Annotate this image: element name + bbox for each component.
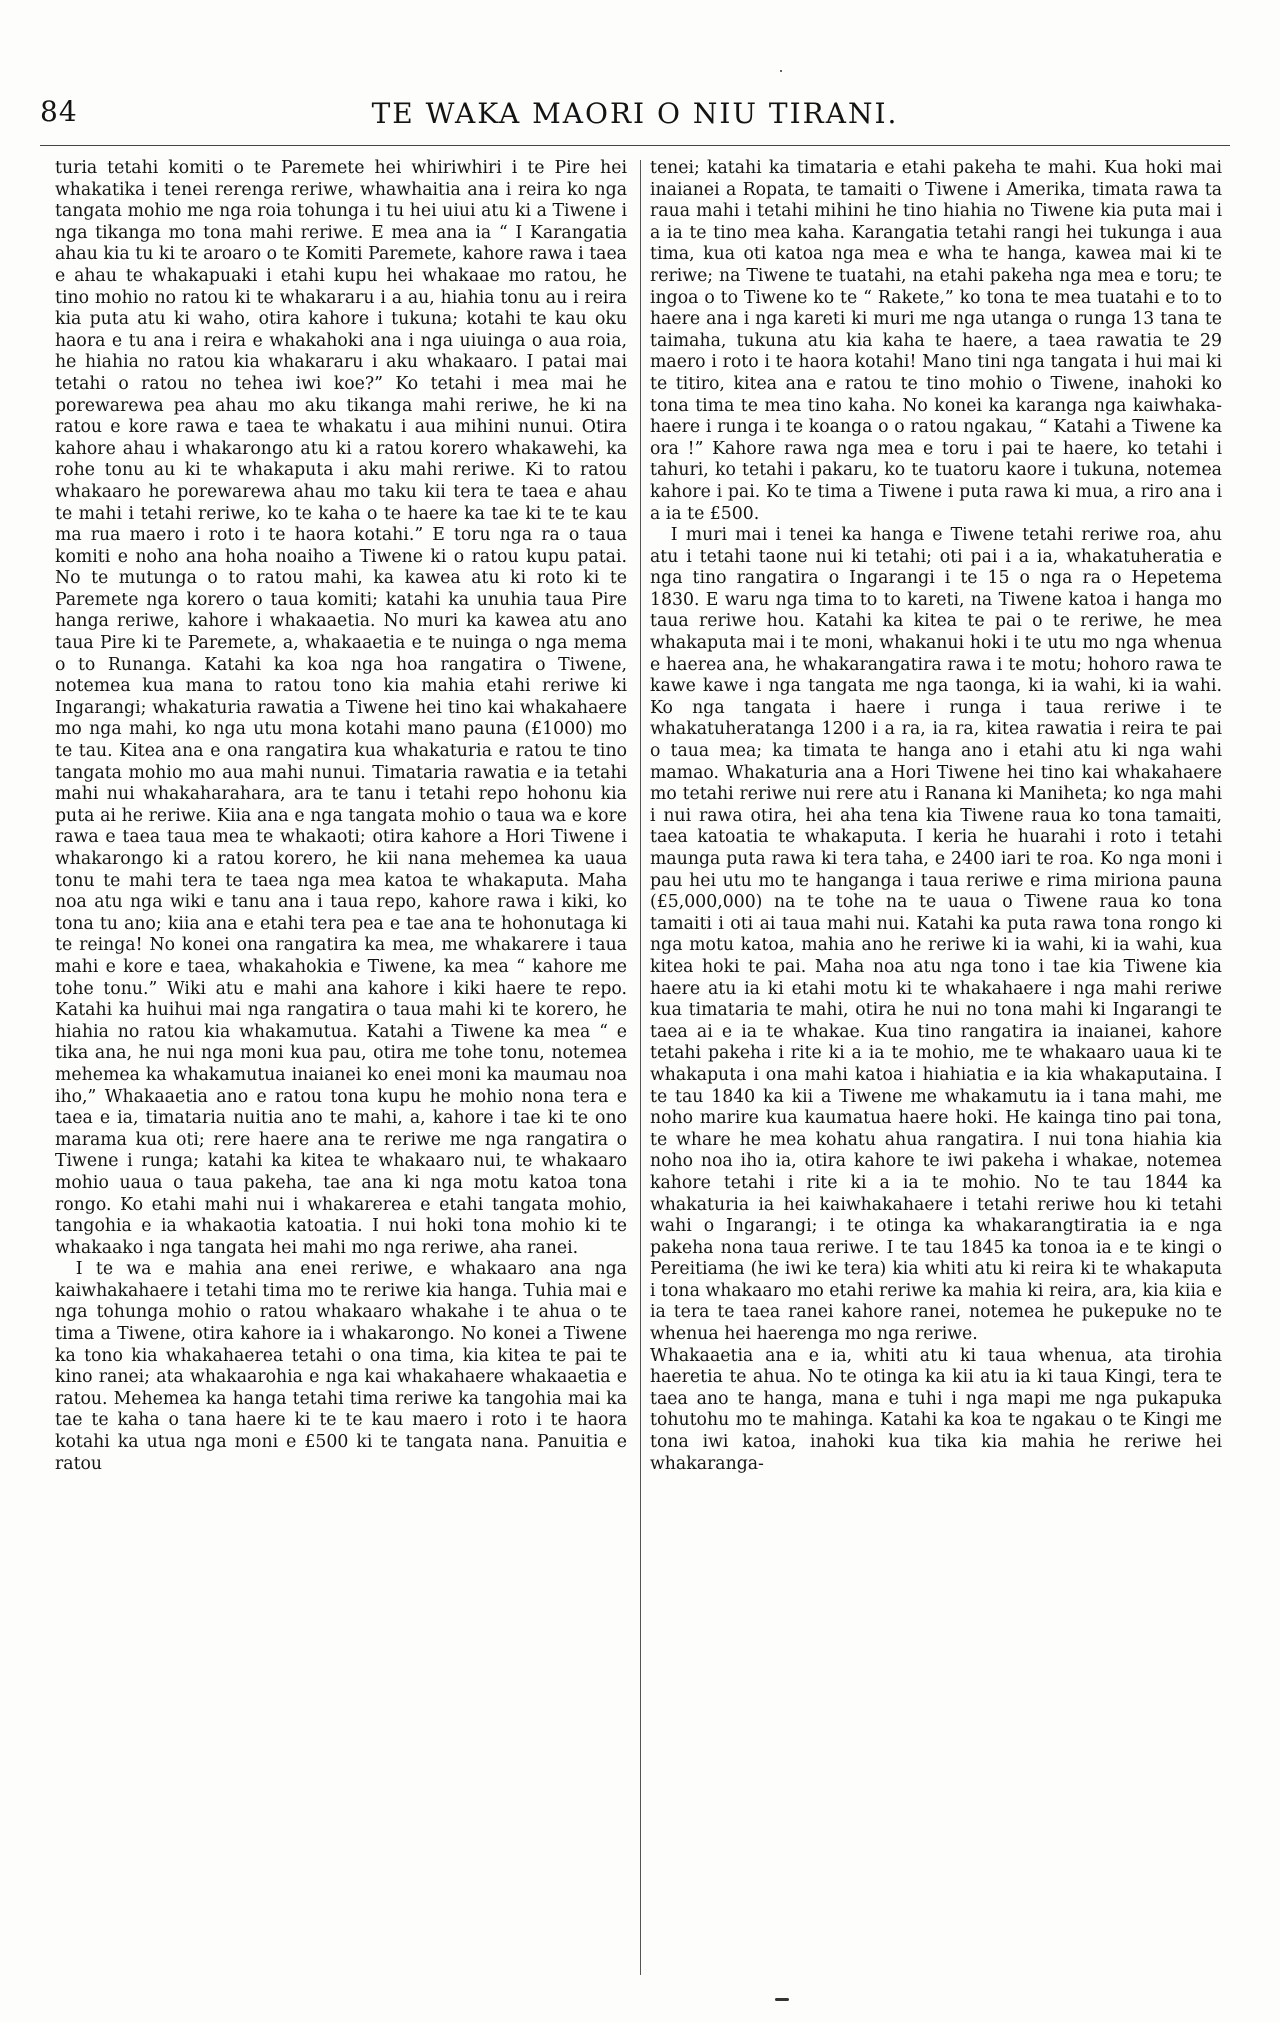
paragraph: tenei; katahi ka timataria e etahi pakeha te mahi. Kua hoki mai inaianei a Ropata, te tamaiti o Tiwene i Amerika, timata rawa ta raua mahi i tetahi mihini he tino hiahia no Tiwene kia puta mai i a ia te tino mea kaha. Karangatia tetahi rangi hei tukunga i aua tima, kua oti katoa nga mea e wha te hanga, kawea mai ki te reriwe; na Tiwene te tuatahi, na etahi pakeha nga mea e toru; te ingoa o to Tiwene ko te “ Rakete,” ko tona te mea tuatahi e to to haere ana i nga kareti ki muri me nga utanga o runga 13 tana te taimaha, tukuna atu kia kaha te haere, a taea rawatia te 29 maero i roto i te haora kotahi! Mano tini nga tangata i hui mai ki te titiro, kitea ana e ratou te tino mohio o Tiwene, inahoki ko tona tima te mea tino kaha. No konei ka karanga nga kaiwhaka-haere i runga i te koanga o o ratou ngakau, “ Katahi a Tiwene ka ora !” Kahore rawa nga mea e toru i pai te haere, ko tetahi i tahuri, ko tetahi i pakaru, ko te tuatoru kaore i tukuna, notemea kahore i pai. Ko te tima a Tiwene i puta rawa ki mua, a riro ana i a ia te £500. <box>650 158 1222 524</box>
column-divider <box>640 160 641 1975</box>
paragraph: Whakaaetia ana e ia, whiti atu ki taua whenua, ata tirohia haeretia te ahua. No te otinga ka kii atu ia ki taua Kingi, tera te taea ano te hanga, mana e tuhi i nga mapi me nga pukapuka tohutohu mo te mahinga. Katahi ka koa te ngakau o te Kingi me tona iwi katoa, inahoki kua tika kia mahia he reriwe hei whakaranga- <box>650 1345 1222 1474</box>
page-header <box>40 95 1230 135</box>
paragraph: I te wa e mahia ana enei reriwe, e whakaaro ana nga kaiwhakahaere i tetahi tima mo te reriwe kia hanga. Tuhia mai e nga tohunga mohio o ratou whakaaro whakahe i te ahua o te tima a Tiwene, otira kahore ia i whakarongo. No konei a Tiwene ka tono kia whakahaerea tetahi o ona tima, kia kitea te pai te kino ranei; ata whakaarohia e nga kai whakahaere whakaaetia e ratou. Mehemea ka hanga tetahi tima reriwe ka tangohia mai ka tae te kaha o tana haere ki te te kau maero i roto i te haora kotahi ka utua nga moni e £500 ki te tangata nana. Panuitia e ratou <box>55 1259 627 1474</box>
print-speck <box>780 70 782 72</box>
page-number: 84 <box>40 95 78 128</box>
running-title: TE WAKA MAORI O NIU TIRANI. <box>371 97 899 130</box>
header-rule <box>40 145 1230 146</box>
paragraph: turia tetahi komiti o te Paremete hei whiriwhiri i te Pire hei whakatika i tenei rerenga reriwe, whawhaitia ana i reira ko nga tangata mohio me nga roia tohunga i tu hei uiui atu ki a Tiwene i nga tikanga mo tona mahi reriwe. E mea ana ia “ I Karangatia ahau kia tu ki te aroaro o te Komiti Paremete, kahore rawa i taea e ahau te whakapuaki i etahi kupu hei whakaae mo ratou, he tino mohio no ratou ki te whakararu i a au, hiahia tonu au i reira kia puta atu ki waho, otira kahore i tukuna; kotahi te kau oku haora e tu ana i reira e whakahoki ana i nga uiuinga o aua roia, he hiahia no ratou kia whakararu i aku whakaaro. I patai mai tetahi o ratou no tehea iwi koe?” Ko tetahi i mea mai he porewarewa pea ahau mo aku tikanga mahi reriwe, he ki na ratou e kore rawa e taea te whakatu i aua mihini nunui. Otira kahore ahau i whakarongo atu ki a ratou korero whakawehi, ka rohe tonu au ki te whakaputa i aku mahi reriwe. Ki to ratou whakaaro he porewarewa ahau mo taku kii tera te taea e ahau te mahi i tetahi reriwe, ko te kaha o te haere ka tae ki te te kau ma rua maero i roto i te haora kotahi.” E toru nga ra o taua komiti e noho ana hoha noaiho a Tiwene ki o ratou kupu patai. No te mutunga o to ratou mahi, ka kawea atu ki roto ki te Paremete nga korero o taua komiti; katahi ka unuhia taua Pire hanga reriwe, kahore i whakaaetia. No muri ka kawea atu ano taua Pire ki te Paremete, a, whakaaetia e te nuinga o nga mema o to Runanga. Katahi ka koa nga hoa rangatira o Tiwene, notemea kua mana to ratou tono kia mahia etahi reriwe ki Ingarangi; whakaturia rawatia a Tiwene hei tino kai whakahaere mo nga mahi, ko nga utu mona kotahi mano pauna (£1000) mo te tau. Kitea ana e ona rangatira kua whakaturia e ratou te tino tangata mohio mo aua mahi nunui. Timataria rawatia e ia tetahi mahi nui whakaharahara, ara te tanu i tetahi repo hohonu kia puta ai he reriwe. Kiia ana e nga tangata mohio o taua wa e kore rawa e taea taua mea te whakaoti; otira kahore a Hori Tiwene i whakarongo ki a ratou korero, he kii nana mehemea ka uaua tonu te mahi tera te taea nga mea katoa te whakaputa. Maha noa atu nga wiki e tanu ana i taua repo, kahore rawa i kiki, ko tona tu ano; kiia ana e etahi tera pea e tae ana te hohonutaga ki te reinga! No konei ona rangatira ka mea, me whakarere i taua mahi e kore e taea, whakahokia e Tiwene, ka mea “ kahore me tohe tonu.” Wiki atu e mahi ana kahore i kiki haere te repo. Katahi ka huihui mai nga rangatira o taua mahi ki te korero, he hiahia no ratou kia whakamutua. Katahi a Tiwene ka mea “ e tika ana, he nui nga moni kua pau, otira me tohe tonu, notemea mehemea ka whakamutua inaianei ko enei moni ka maumau noa iho,” Whakaaetia ano e ratou tona kupu he mohio nona tera e taea e ia, timataria nuitia ano te mahi, a, kahore i tae ki te ono marama kua oti; rere haere ana te reriwe me nga rangatira o Tiwene i runga; katahi ka kitea te whakaaro nui, te whakaaro mohio uaua o taua pakeha, tae ana ki nga motu katoa tona rongo. Ko etahi mahi nui i whakarerea e etahi tangata mohio, tangohia e ia whakaotia katoatia. I nui hoki tona mohio ki te whakaako i nga tangata hei mahi mo nga reriwe, aha ranei. <box>55 158 627 1258</box>
left-column <box>55 158 627 1983</box>
right-column <box>650 158 1222 1983</box>
paragraph: I muri mai i tenei ka hanga e Tiwene tetahi reriwe roa, ahu atu i tetahi taone nui ki tetahi; oti pai i a ia, whakatuheratia e nga tino rangatira o Ingarangi i te 15 o nga ra o Hepetema 1830. E waru nga tima to to kareti, na Tiwene katoa i hanga mo taua reriwe hou. Katahi ka kitea te pai o te reriwe, he mea whakaputa mai i te moni, whakanui hoki i te utu mo nga whenua e haerea ana, he whakarangatira rawa i te motu; hohoro rawa te kawe kawe i nga tangata me nga taonga, ki ia wahi, ki ia wahi. Ko nga tangata i haere i runga i taua reriwe i te whakatuheratanga 1200 i a ra, ia ra, kitea rawatia i reira te pai o taua mea; ka timata te hanga ano i etahi atu ki nga wahi mamao. Whakaturia ana a Hori Tiwene hei tino kai whakahaere mo tetahi reriwe nui rere atu i Ranana ki Maniheta; ko nga mahi i nui rawa otira, hei aha tena kia Tiwene raua ko tona tamaiti, taea katoatia te whakaputa. I keria he huarahi i roto i tetahi maunga puta rawa ki tera taha, e 2400 iari te roa. Ko nga moni i pau hei utu mo te hanganga i taua reriwe e rima miriona pauna (£5,000,000) na te tohe na te uaua o Tiwene raua ko tona tamaiti i oti ai taua mahi nui. Katahi ka puta rawa tona rongo ki nga motu katoa, mahia ano he reriwe ki ia wahi, ki ia wahi, kua kitea hoki te pai. Maha noa atu nga tono i tae kia Tiwene kia haere atu ia ki etahi motu ki te whakahaere i nga mahi reriwe kua timataria te mahi, otira he nui no tona mahi ki Ingarangi te taea ai e ia te whakae. Kua tino rangatira ia inaianei, kahore tetahi pakeha i rite ki a ia te mohio, me te whakaaro uaua ki te whakaputa i ona mahi katoa i hiahiatia e ia kia whakaputaina. I te tau 1840 ka kii a Tiwene me whakamutu ia i tana mahi, me noho marire kua kaumatua haere hoki. He kainga tino pai tona, te whare he mea kohatu ahua rangatira. I nui tona hiahia kia noho noa iho ia, otira kahore te iwi pakeha i whakae, notemea kahore tetahi i rite ki a ia te mohio. No te tau 1844 ka whakaturia ia hei kaiwhakahaere i tetahi reriwe hou ki tetahi wahi o Ingarangi; i te otinga ka whakarangtiratia ia e nga pakeha nona taua reriwe. I te tau 1845 ka tonoa ia e te kingi o Pereitiama (he iwi ke tera) kia whiti atu ki reira ki te whakaputa i tona whakaaro mo etahi reriwe ka mahia ki reira, ara, kia kiia e ia tera te taea ranei kahore ranei, notemea he pukepuke no te whenua hei haerenga mo nga reriwe. <box>650 525 1222 1345</box>
print-speck <box>775 1998 789 2001</box>
